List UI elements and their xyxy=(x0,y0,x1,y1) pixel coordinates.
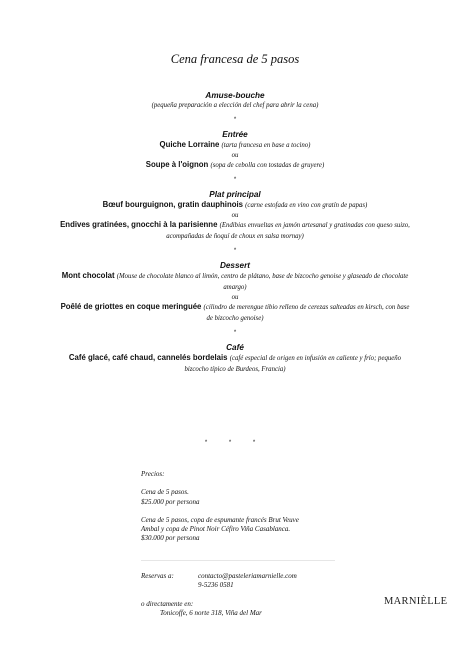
dish-description: (Endibias envueltas en jamón artesanal y gratinadas con queso suizo, acompañadas de ñoquí de choux en salsa mornay) xyxy=(166,221,410,240)
course-cafe xyxy=(60,342,410,375)
contact-section xyxy=(141,572,401,618)
separator-star: * xyxy=(233,247,237,254)
dish-description: (Mouse de chocolate blanco al limón, centro de plátano, base de bizcocho genoise y glaseado de chocolate amargo) xyxy=(116,272,409,291)
course-entree xyxy=(60,129,410,171)
price-option-amount: $30.000 por persona xyxy=(141,534,200,543)
divider-line xyxy=(141,560,335,561)
page-title: Cena francesa de 5 pasos xyxy=(170,52,300,66)
course-plat-principal xyxy=(60,189,410,242)
dish-description: (café especial de origen en infusión en caliente y frío; pequeño bizcocho típico de Burdeos, Francia) xyxy=(184,354,402,373)
course-description: (pequeña preparación a elección del chef para abrir la cena) xyxy=(151,102,319,109)
dish-item xyxy=(60,160,410,171)
contact-email[interactable]: contacto@pasteleriamarnielle.com xyxy=(198,572,297,580)
dish-name: Soupe à l'oignon xyxy=(145,159,209,169)
dish-item xyxy=(60,200,410,211)
prices-section xyxy=(141,470,381,544)
dish-item xyxy=(60,271,410,293)
prices-label: Precios: xyxy=(141,470,165,478)
direct-label: o directamente en: xyxy=(141,599,194,608)
contact-phone[interactable]: 9-5236 0581 xyxy=(198,581,234,590)
dish-description: (sopa de cebolla con tostadas de gruyere) xyxy=(210,161,325,169)
or-label: ou xyxy=(231,211,239,219)
course-heading: Amuse-bouche xyxy=(205,91,265,100)
course-heading: Plat principal xyxy=(209,189,261,199)
dish-name: Endives gratinées, gnocchi à la parisienne xyxy=(60,219,218,229)
price-option-amount: $25.000 por persona xyxy=(141,497,200,506)
dish-name: Mont chocolat xyxy=(61,270,115,280)
contact-address: Tonicoffe, 6 norte 318, Viña del Mar xyxy=(160,608,262,617)
dish-item xyxy=(60,353,410,375)
course-amuse-bouche xyxy=(60,90,410,111)
separator-star: * xyxy=(233,116,237,123)
dish-item xyxy=(60,220,410,242)
course-dessert xyxy=(60,260,410,324)
dish-description: (cilindro de merengue tibio relleno de cerezas salteadas en kirsch, con base de bizcocho genoise) xyxy=(203,303,410,322)
price-option-text: Cena de 5 pasos. xyxy=(141,488,189,497)
dish-item xyxy=(60,140,410,151)
triple-separator: * * * xyxy=(204,440,266,446)
reservas-label: Reservas a: xyxy=(141,572,174,580)
separator-star: * xyxy=(233,329,237,336)
menu-courses xyxy=(60,90,410,375)
dish-name: Bœuf bourguignon, gratin dauphinois xyxy=(102,199,243,209)
separator-star: * xyxy=(233,176,237,183)
price-option-text: Cena de 5 pasos, copa de espumante francés Brut Veuve xyxy=(141,515,299,524)
dish-name: Quiche Lorraine xyxy=(159,139,220,149)
or-label: ou xyxy=(231,293,239,301)
price-option-text: Ambal y copa de Pinot Noir Céfiro Viña Casablanca. xyxy=(141,525,291,534)
or-label: ou xyxy=(231,151,239,159)
reservas-row xyxy=(141,572,401,581)
course-heading: Entrée xyxy=(222,129,248,139)
course-heading: Café xyxy=(226,342,244,352)
dish-item xyxy=(60,302,410,324)
dish-description: (tarta francesa en base a tocino) xyxy=(221,141,311,149)
dish-name: Poêlé de griottes en coque meringuée xyxy=(60,301,202,311)
dish-name: Café glacé, café chaud, cannelés bordelais xyxy=(68,352,228,362)
phone-row xyxy=(141,581,401,590)
dish-description: (carne estofada en vino con gratín de papas) xyxy=(245,201,368,209)
brand-logo: MARNIÈLLE xyxy=(384,596,448,607)
address-row xyxy=(141,609,401,618)
course-heading: Dessert xyxy=(219,260,251,270)
